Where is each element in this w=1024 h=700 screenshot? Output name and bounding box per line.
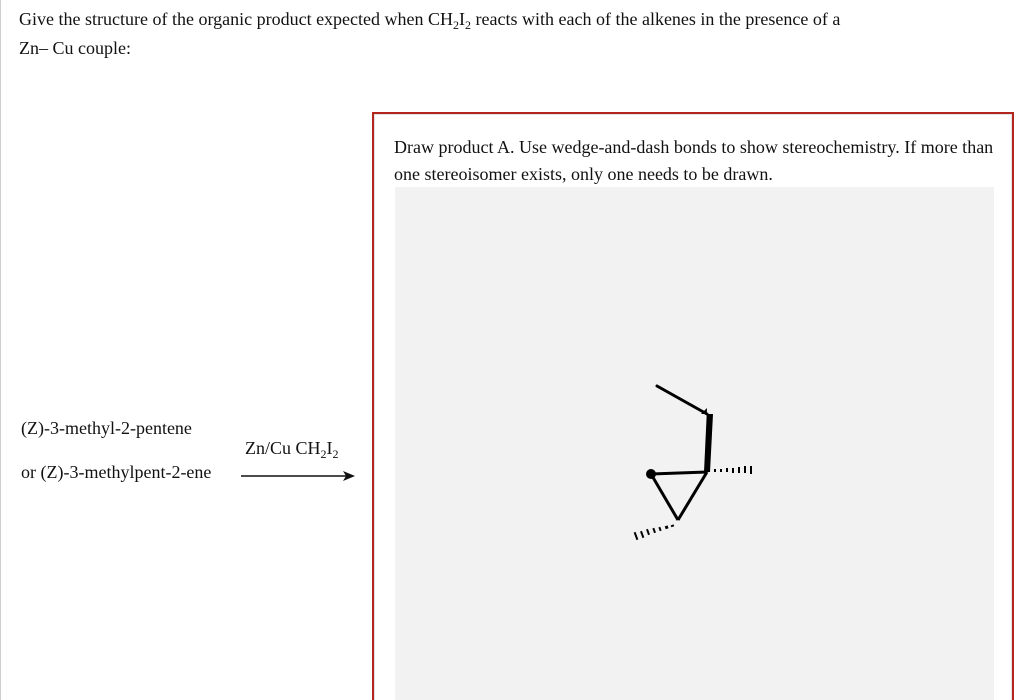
question-subscript-1: 2: [453, 18, 460, 32]
wedge-bond: [701, 408, 713, 472]
hash-bond-lower-left: [634, 524, 675, 540]
reaction-arrow: [239, 468, 359, 484]
question-part1: Give the structure of the organic product expected when CH: [19, 9, 454, 29]
bond-ring-2: [651, 474, 678, 520]
product-structure[interactable]: [395, 187, 994, 700]
bond-ethyl: [657, 386, 707, 414]
hash-bond-right: [714, 466, 752, 474]
reagent-subscript-1: 2: [320, 447, 327, 461]
question-line2: Zn– Cu couple:: [19, 38, 131, 58]
atom-left-carbon: [646, 469, 656, 479]
question-text: [19, 5, 999, 63]
reactant-alt-name: or (Z)-3-methylpent-2-ene: [21, 462, 212, 482]
drawing-canvas[interactable]: [395, 187, 994, 700]
bond-ring-3: [678, 472, 707, 520]
bond-ring-1: [651, 472, 707, 474]
reagent-part2: I: [326, 438, 333, 458]
reagent-part1: Zn/Cu CH: [245, 438, 321, 458]
reagent-label: [245, 438, 339, 459]
question-part3: reacts with each of the alkenes in the presence of a: [471, 9, 841, 29]
answer-box: [372, 112, 1014, 700]
question-part2: I: [459, 9, 466, 29]
answer-prompt: Draw product A. Use wedge-and-dash bonds to show stereochemistry. If more than one stereoisomer exists, only one needs to be drawn.: [394, 137, 994, 184]
question-subscript-2: 2: [465, 18, 472, 32]
reagent-subscript-2: 2: [332, 447, 339, 461]
reactant-name: (Z)-3-methyl-2-pentene: [21, 418, 192, 438]
